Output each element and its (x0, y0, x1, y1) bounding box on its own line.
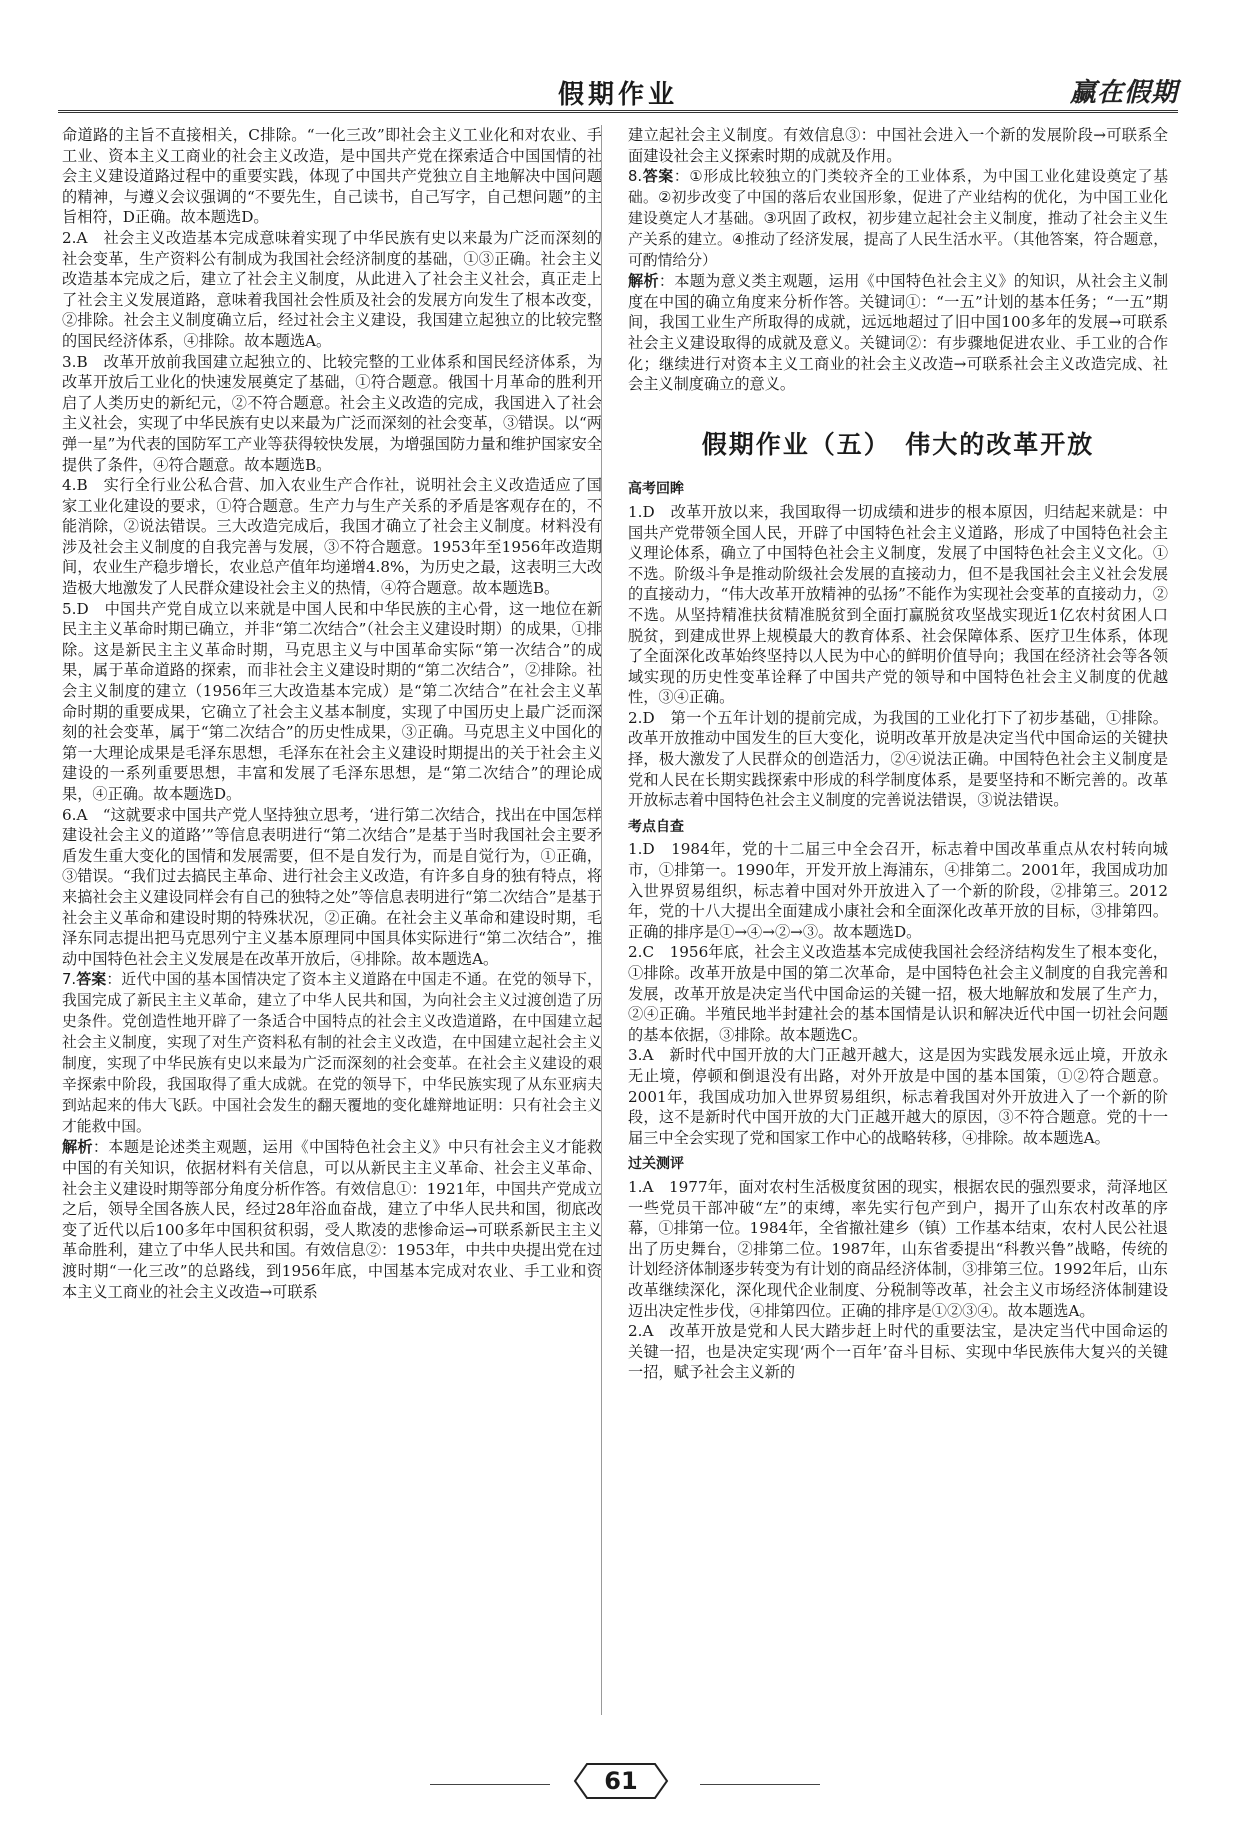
right-continued-paragraph: 建立起社会主义制度。有效信息③：中国社会进入一个新的发展阶段→可联系全面建设社会主义探索时期的成就及作用。 (628, 126, 1168, 165)
analysis-label: 解析 (628, 272, 659, 291)
question-6-explanation: 6.A “这就要求中国共产党人坚持独立思考，‘进行第二次结合，找出在中国怎样建设社会主义的道路’”等信息表明进行“第二次结合”是基于当时我国社会主要矛盾发生重大变化的国情和发展需要，但不是自发行为，而是自觉行为，①正确，③错误。“我们过去搞民主革命、进行社会主义改造，有许多自身的独有特点，将来搞社会主义建设同样会有自己的独特之处”等信息表明进行“第二次结合”是基于社会主义革命和建设时期的特殊状况，②正确。在社会主义革命和建设时期，毛泽东同志提出把马克思列宁主义基本原理同中国具体实际进行“第二次结合”，推动中国特色社会主义发展是在改革开放后，④排除。故本题选A。 (62, 805, 602, 968)
subsection-heading-kaodian: 考点自查 (628, 818, 684, 835)
answer-label: 答案 (76, 971, 107, 989)
gaokao-item-2: 2.D 第一个五年计划的提前完成，为我国的工业化打下了初步基础，①排除。改革开放推动中国发生的巨大变化，说明改革开放是决定当代中国命运的关键抉择，极大激发了人民群众的创造活力，②④说法正确。中国特色社会主义制度是党和人民在长期实践探索中形成的科学制度体系，是要坚持和不断完善的。改革开放标志着中国特色社会主义制度的完善说法错误，③说法错误。 (628, 708, 1168, 810)
gaokao-item-1: 1.D 改革开放以来，我国取得一切成绩和进步的根本原因，归结起来就是：中国共产党带领全国人民，开辟了中国特色社会主义道路，形成了中国特色社会主义理论体系，确立了中国特色社会主义制度，发展了中国特色社会主义文化。①不选。阶级斗争是推动阶级社会发展的直接动力，但不是我国社会主义社会发展的直接动力，“伟大改革开放精神的弘扬”不能作为实现社会变革的直接动力，②不选。从坚持精准扶贫精准脱贫到全面打赢脱贫攻坚战实现近1亿农村贫困人口脱贫，到建成世界上规模最大的教育体系、社会保障体系、医疗卫生体系，体现了全面深化改革始终坚持以人民为中心的鲜明价值导向；我国在经济社会等各领域实现的历史性变革诠释了中国共产党的领导和中国特色社会主义制度的优越性，③④正确。 (628, 502, 1168, 707)
kaodian-item-2: 2.C 1956年底，社会主义改造基本完成使我国社会经济结构发生了根本变化，①排除。改革开放是中国的第二次革命，是中国特色社会主义制度的自我完善和发展，改革开放是决定当代中国命运的关键一招，极大地解放和发展了生产力，②④正确。半殖民地半封建社会的基本国情是认识和解决近代中国一切社会问题的基本依据，③排除。故本题选C。 (628, 943, 1168, 1044)
brand-logo: 赢在假期 (1069, 78, 1178, 108)
analysis-text: ：本题是论述类主观题，运用《中国特色社会主义》中只有社会主义才能救中国的有关知识，依据材料有关信息，可以从新民主主义革命、社会主义革命、社会主义建设时期等部分角度分析作答。有效信息①：1921年，中国共产党成立之后，领导全国各族人民，经过28年浴血奋战，建立了中华人民共和国，彻底改变了近代以后100多年中国积贫积弱，受人欺凌的悲惨命运→可联系新民主主义革命胜利，建立了中华人民共和国。有效信息②：1953年，中共中央提出党在过渡时期“一化三改”的总路线，到1956年底，中国基本完成对农业、手工业和资本主义工商业的社会主义改造→可联系 (62, 1138, 603, 1301)
question-4-explanation: 4.B 实行全行业公私合营、加入农业生产合作社，说明社会主义改造适应了国家工业化建设的要求，①符合题意。生产力与生产关系的矛盾是客观存在的，不能消除，②说法错误。三大改造完成后，我国才确立了社会主义制度。材料没有涉及社会主义制度的自我完善与发展，③不符合题意。1953年至1956年改造期间，农业生产稳步增长，农业总产值年均递增4.8%，为历史之最，这表明三大改造极大地激发了人民群众建设社会主义的热情，④符合题意。故本题选B。 (62, 476, 602, 598)
guoguan-item-1: 1.A 1977年，面对农村生活极度贫困的现实，根据农民的强烈要求，菏泽地区一些党员干部冲破“左”的束缚，率先实行包产到户，揭开了山东农村改革的序幕，①排第一位。1984年，全省撤社建乡（镇）工作基本结束，农村人民公社退出了历史舞台，②排第二位。1987年，山东省委提出“科教兴鲁”战略，传统的计划经济体制逐步转变为有计划的商品经济体制，③排第三位。1992年后，山东改革继续深化，深化现代企业制度、分税制等改革，社会主义市场经济体制建设迈出决定性步伐，④排第四位。正确的排序是①②③④。故本题选A。 (628, 1177, 1168, 1320)
right-column (628, 125, 1168, 1383)
left-continued-paragraph: 命道路的主旨不直接相关，C排除。“一化三改”即社会主义工业化和对农业、手工业、资本主义工商业的社会主义改造，是中国共产党在探索适合中国国情的社会主义建设道路过程中的重要实践，体现了中国共产党独立自主地解决中国问题的精神，与遵义会议强调的“不要先生，自己读书，自己写字，自己想问题”的主旨相符，D正确。故本题选D。 (62, 126, 602, 227)
kaodian-item-1: 1.D 1984年，党的十二届三中全会召开，标志着中国改革重点从农村转向城市，①排第一。1990年，开发开放上海浦东，④排第二。2001年，我国成功加入世界贸易组织，标志着中国对外开放进入了一个新的阶段，②排第三。2012年，党的十八大提出全面建成小康社会和全面深化改革开放的目标，③排第四。正确的排序是①→④→②→③。故本题选D。 (628, 840, 1168, 941)
section-title: 假期作业（五） 伟大的改革开放 (701, 429, 1095, 459)
header-title: 假期作业 (557, 80, 678, 110)
left-column (62, 125, 602, 1302)
column-divider (601, 125, 602, 1715)
question-2-explanation: 2.A 社会主义改造基本完成意味着实现了中华民族有史以来最为广泛而深刻的社会变革，生产资料公有制成为我国社会经济制度的基础，①③正确。社会主义改造基本完成之后，建立了社会主义制度，从此进入了社会主义社会，真正走上了社会主义发展道路，意味着我国社会性质及社会的发展方向发生了根本改变，②排除。社会主义制度确立后，经过社会主义建设，我国建立起独立的比较完整的国民经济体系，④排除。故本题选A。 (62, 228, 602, 350)
question-3-explanation: 3.B 改革开放前我国建立起独立的、比较完整的工业体系和国民经济体系，为改革开放后工业化的快速发展奠定了基础，①符合题意。俄国十月革命的胜利开启了人类历史的新纪元，②不符合题意。社会主义改造的完成，我国进入了社会主义社会，实现了中华民族有史以来最为广泛而深刻的社会变革，③错误。以“两弹一星”为代表的国防军工产业等获得较快发展，为增强国防力量和维护国家安全提供了条件，④符合题意。故本题选B。 (62, 352, 602, 474)
page-number-text: 61 (604, 1767, 638, 1795)
subsection-heading-gaokao: 高考回眸 (628, 481, 684, 498)
question-7-answer: 7.答案：近代中国的基本国情决定了资本主义道路在中国走不通。在党的领导下，我国完成了新民主主义革命，建立了中华人民共和国，为向社会主义过渡创造了历史条件。党创造性地开辟了一条适合中国特点的社会主义改造道路，在中国建立起社会主义制度，实现了对生产资料私有制的社会主义改造，在中国建立起社会主义制度，实现了中华民族有史以来最为广泛而深刻的社会变革。在社会主义建设的艰辛探索中阶段，我国取得了重大成就。在党的领导下，中华民族实现了从东亚病夫到站起来的伟大飞跃。中国社会发生的翻天覆地的变化雄辩地证明：只有社会主义才能救中国。 (62, 971, 602, 1136)
header-rule (58, 110, 1178, 113)
question-8-analysis (628, 271, 1168, 395)
question-5-explanation: 5.D 中国共产党自成立以来就是中国人民和中华民族的主心骨，这一地位在新民主主义革命时期已确立，并非“第二次结合”（社会主义建设时期）的成果，①排除。这是新民主主义革命时期，马克思主义与中国革命实际“第一次结合”的成果，属于革命道路的探索，而非社会主义建设时期的“第二次结合”，②排除。社会主义制度的建立（1956年三大改造基本完成）是“第二次结合”在社会主义革命时期的重要成果，它确立了社会主义基本制度，实现了中国历史上最广泛而深刻的社会变革，属于“第二次结合”的历史性成果，③正确。马克思主义中国化的第一大理论成果是毛泽东思想，毛泽东在社会主义建设时期提出的关于社会主义建设的一系列重要思想，丰富和发展了毛泽东思想，是“第二次结合”的理论成果，④正确。故本题选D。 (62, 599, 602, 803)
question-8-answer: 8.答案：①形成比较独立的门类较齐全的工业体系，为中国工业化建设奠定了基础。②初步改变了中国的落后农业国形象，促进了产业结构的优化，为中国工业化建设奠定人才基础。③巩固了政权，初步建立起社会主义制度，推动了社会主义生产关系的建立。④推动了经济发展，提高了人民生活水平。（其他答案，符合题意，可酌情给分） (628, 168, 1168, 270)
analysis-text: ：本题为意义类主观题，运用《中国特色社会主义》的知识，从社会主义制度在中国的确立角度来分析作答。关键词①：“一五”计划的基本任务；“一五”期间，我国工业生产所取得的成就，远远地超过了旧中国100多年的发展→可联系社会主义建设取得的成就及意义。关键词②：有步骤地促进农业、手工业的合作化；继续进行对资本主义工商业的社会主义改造→可联系社会主义改造完成、社会主义制度确立的意义。 (628, 272, 1169, 394)
question-7-analysis (62, 1137, 602, 1302)
kaodian-item-3: 3.A 新时代中国开放的大门正越开越大，这是因为实践发展永远止境，开放永无止境，停顿和倒退没有出路，对外开放是中国的基本国策，①②符合题意。2001年，我国成功加入世界贸易组织，标志着我国对外开放进入了一个新的阶段，这不是新时代中国开放的大门正越开越大的原因，③不符合题意。党的十一届三中全会实现了党和国家工作中心的战略转移，④排除。故本题选A。 (628, 1046, 1168, 1147)
analysis-label: 解析 (62, 1138, 93, 1157)
footer-line-right (700, 1784, 820, 1785)
subsection-heading-guoguan: 过关测评 (628, 1156, 684, 1173)
page-footer (0, 1760, 1250, 1804)
page-number (573, 1760, 669, 1802)
footer-line-left (430, 1784, 550, 1785)
answer-label: 答案 (642, 168, 674, 186)
answer-text: ：近代中国的基本国情决定了资本主义道路在中国走不通。在党的领导下，我国完成了新民主主义革命，建立了中华人民共和国，为向社会主义过渡创造了历史条件。党创造性地开辟了一条适合中国特点的社会主义改造道路，在中国建立起社会主义制度，实现了对生产资料私有制的社会主义改造，在中国建立起社会主义制度，实现了中华民族有史以来最为广泛而深刻的社会变革。在社会主义建设的艰辛探索中阶段，我国取得了重大成就。在党的领导下，中华民族实现了从东亚病夫到站起来的伟大飞跃。中国社会发生的翻天覆地的变化雄辩地证明：只有社会主义才能救中国。 (62, 971, 602, 1136)
page-header (58, 72, 1178, 112)
answer-text: ：①形成比较独立的门类较齐全的工业体系，为中国工业化建设奠定了基础。②初步改变了中国的落后农业国形象，促进了产业结构的优化，为中国工业化建设奠定人才基础。③巩固了政权，初步建立起社会主义制度，推动了社会主义生产关系的建立。④推动了经济发展，提高了人民生活水平。（其他答案，符合题意，可酌情给分） (628, 168, 1168, 270)
guoguan-item-2: 2.A 改革开放是党和人民大踏步赶上时代的重要法宝，是决定当代中国命运的关键一招，也是决定实现‘两个一百年’奋斗目标、实现中华民族伟大复兴的关键一招，赋予社会主义新的 (628, 1322, 1168, 1382)
